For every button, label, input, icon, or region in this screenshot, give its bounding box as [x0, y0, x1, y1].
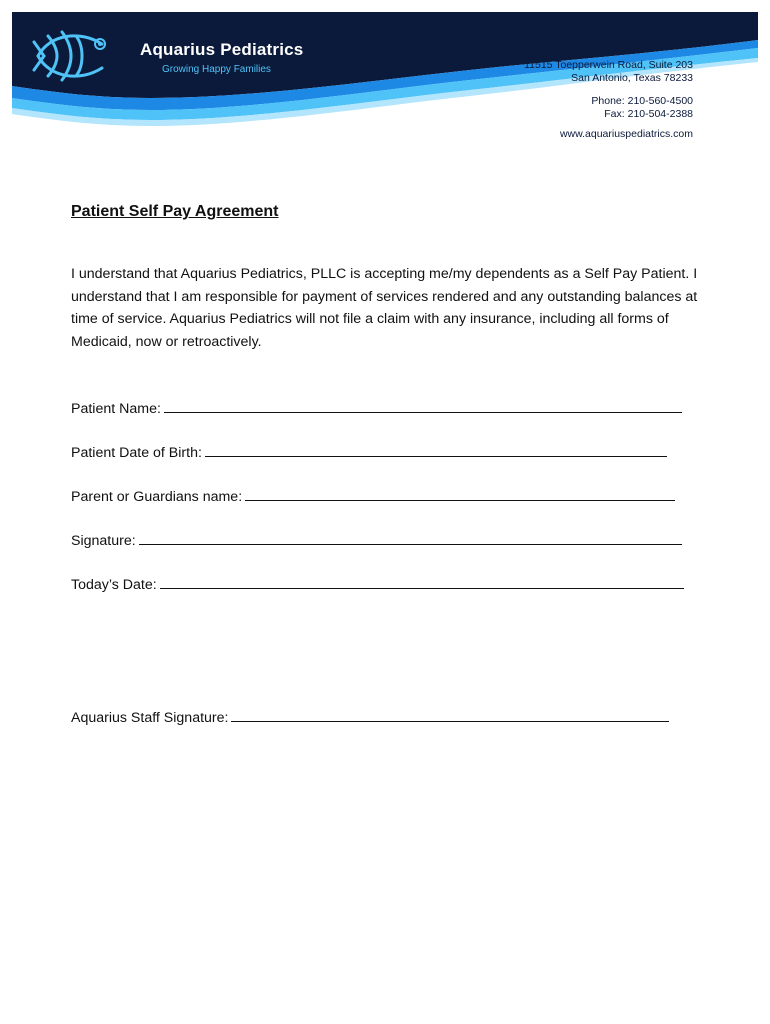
fish-logo-icon: [30, 22, 110, 90]
signature-line[interactable]: [139, 530, 682, 545]
website-link[interactable]: www.aquariuspediatrics.com: [559, 128, 693, 140]
guardian-name-field: [71, 486, 675, 505]
field-label: Today’s Date:: [71, 577, 157, 593]
address-line-1: 11515 Toepperwein Road, Suite 203: [524, 59, 693, 71]
signature-field: [71, 530, 682, 549]
field-label: Patient Date of Birth:: [71, 445, 202, 461]
patient-dob-line[interactable]: [205, 442, 667, 457]
todays-date-line[interactable]: [160, 574, 684, 589]
brand-tagline: Growing Happy Families: [162, 64, 271, 75]
address-line-2: San Antonio, Texas 78233: [571, 72, 693, 84]
guardian-name-line[interactable]: [245, 486, 675, 501]
brand-name: Aquarius Pediatrics: [140, 40, 304, 59]
field-label: Aquarius Staff Signature:: [71, 710, 229, 726]
field-label: Signature:: [71, 533, 136, 549]
todays-date-field: [71, 574, 684, 593]
fax-number: Fax: 210-504-2388: [604, 108, 693, 120]
patient-name-line[interactable]: [164, 398, 682, 413]
agreement-paragraph: I understand that Aquarius Pediatrics, PLLC is accepting me/my dependents as a Self Pay Patient. I understand that I am responsible for payment of services rendered and any outstanding balances at time of service. Aquarius Pediatrics will not file a claim with any insurance, including all forms of Medicaid, now or retroactively.: [71, 266, 698, 350]
staff-signature-field: [71, 707, 669, 726]
field-label: Patient Name:: [71, 401, 161, 417]
staff-signature-line[interactable]: [231, 707, 669, 722]
document-title: Patient Self Pay Agreement: [71, 203, 279, 220]
patient-dob-field: [71, 442, 667, 461]
patient-name-field: [71, 398, 682, 417]
phone-number: Phone: 210-560-4500: [591, 95, 693, 107]
field-label: Parent or Guardians name:: [71, 489, 243, 505]
